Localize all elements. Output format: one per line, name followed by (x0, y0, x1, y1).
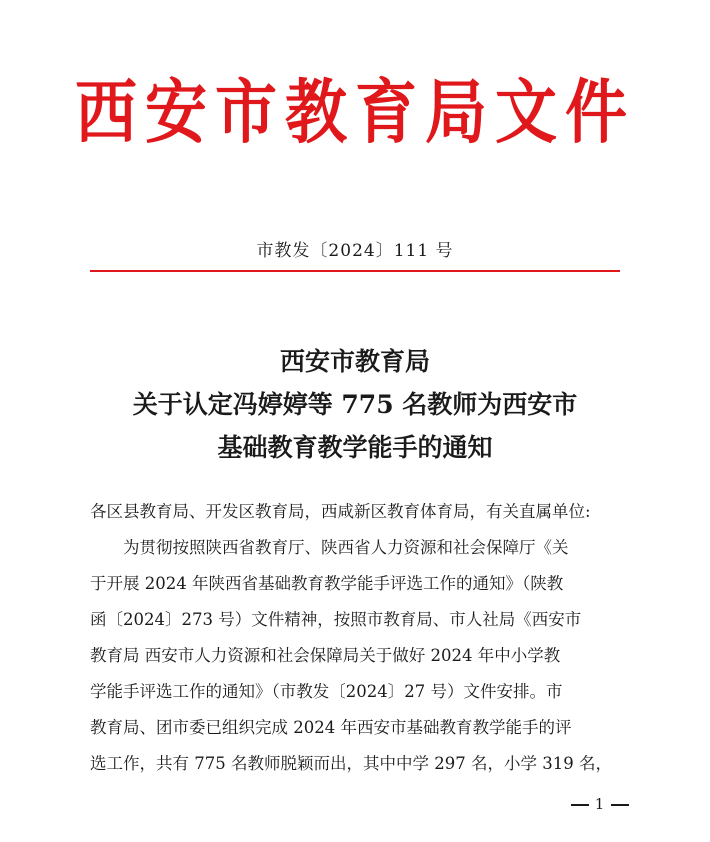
footer-dash-right (611, 804, 629, 806)
masthead-title: 西安市教育局文件 (74, 71, 635, 154)
body-line-6: 教育局、团市委已组织完成 2024 年西安市基础教育教学能手的评 (90, 718, 572, 737)
body-line-7: 选工作，共有 775 名教师脱颖而出，其中中学 297 名，小学 319 名， (90, 754, 612, 773)
body-line-1: 为贯彻按照陕西省教育厅、陕西省人力资源和社会保障厅《关 (123, 538, 569, 557)
title-line-2: 关于认定冯婷婷等 775 名教师为西安市 (132, 390, 578, 419)
title-line-3: 基础教育教学能手的通知 (217, 433, 493, 462)
body-line-5: 学能手评选工作的通知》（市教发〔2024〕27 号）文件安排。市 (90, 682, 563, 701)
red-divider-line (90, 270, 620, 272)
document-number: 市教发〔2024〕111 号 (256, 241, 454, 261)
body-line-3: 函〔2024〕273 号）文件精神，按照市教育局、市人社局《西安市 (90, 610, 582, 629)
body-line-4: 教育局 西安市人力资源和社会保障局关于做好 2024 年中小学教 (90, 646, 561, 665)
title-line-1: 西安市教育局 (279, 347, 430, 376)
page-footer (571, 795, 629, 813)
footer-dash-left (571, 804, 589, 806)
body-text (90, 494, 630, 782)
page-number: 1 (594, 795, 606, 813)
notice-title (0, 340, 710, 469)
body-line-2: 于开展 2024 年陕西省基础教育教学能手评选工作的通知》（陕教 (90, 574, 564, 593)
salutation: 各区县教育局、开发区教育局，西咸新区教育体育局，有关直属单位: (90, 502, 591, 521)
